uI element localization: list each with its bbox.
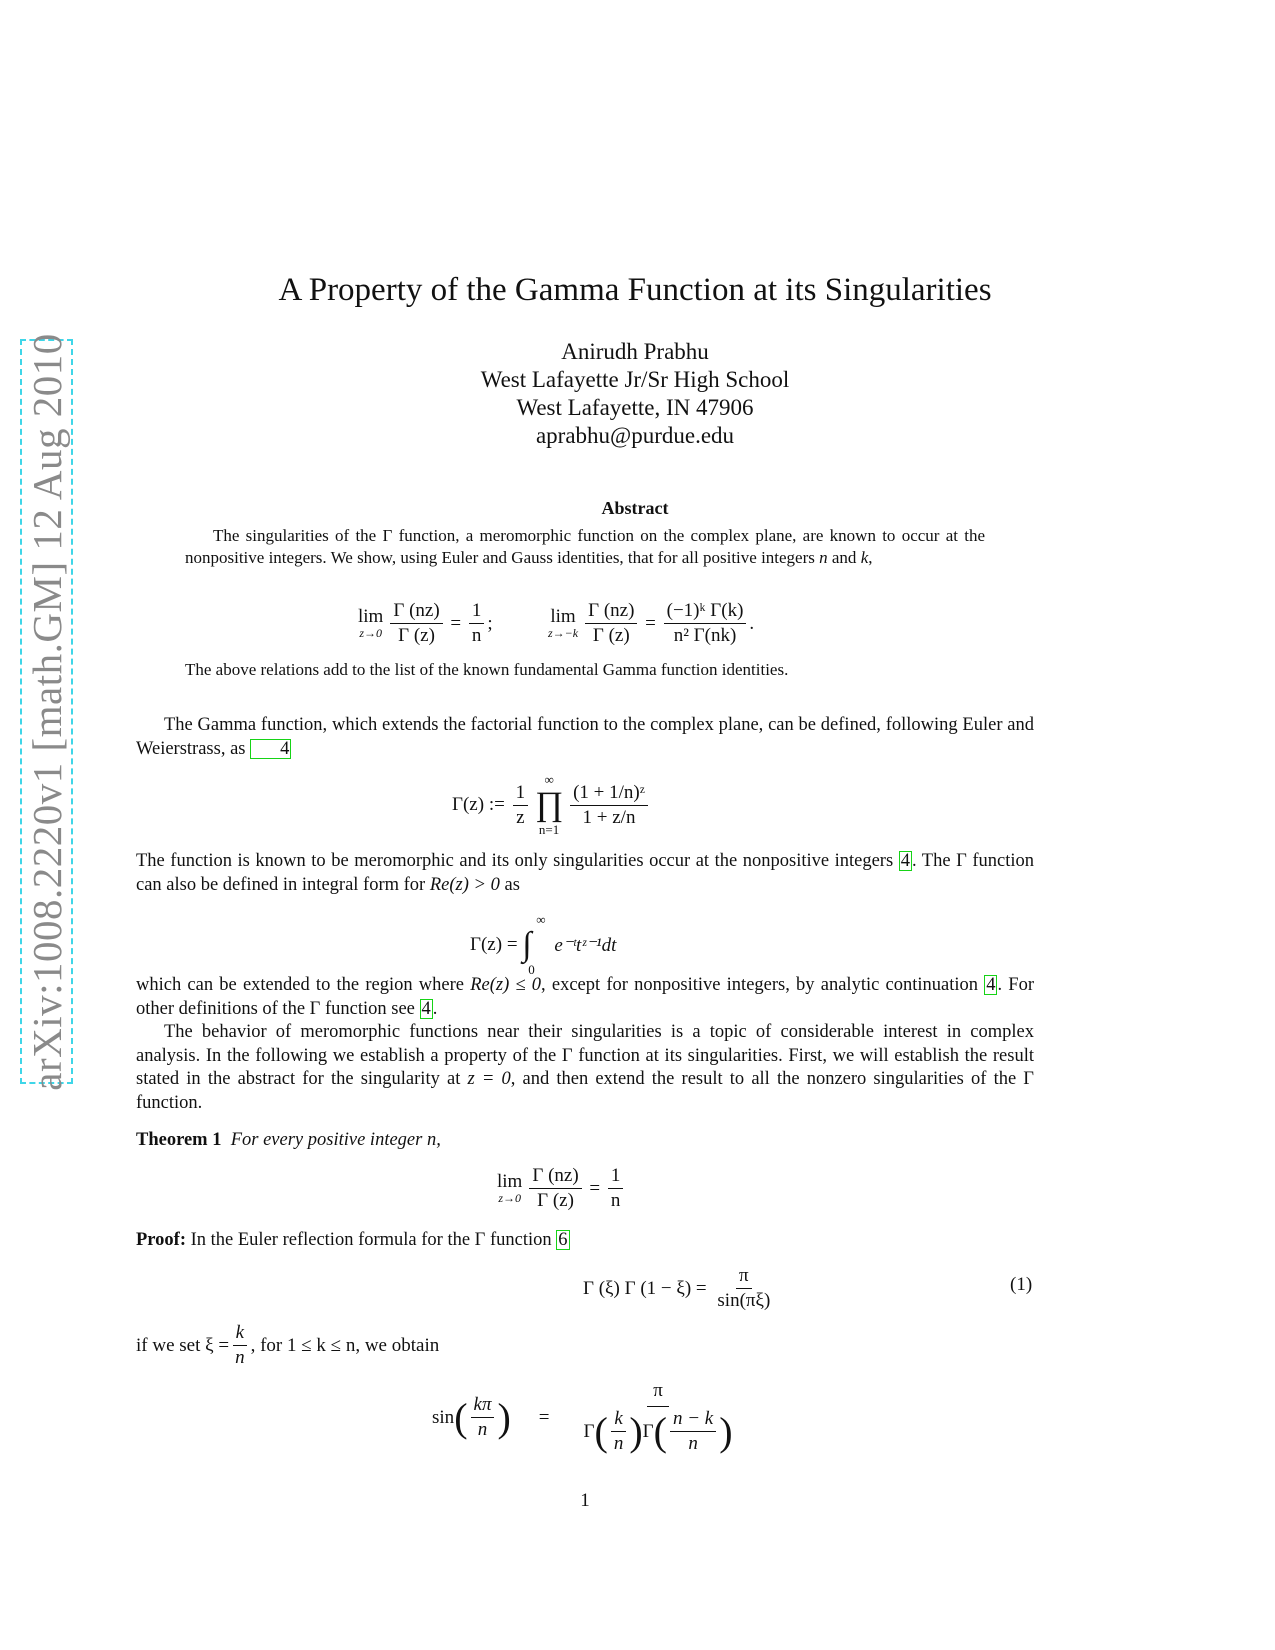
- citation-link[interactable]: 4: [900, 851, 910, 871]
- abstract-equation-left: lim z→0 $\frac{\Gamma (nz)}{\Gamma (z)}$ = $\frac{1}{n}$ ;: [358, 600, 493, 646]
- behavior-paragraph: The behavior of meromorphic functions near their singularities is a topic of considerable interest in complex analysis. In the following we establish a property of the Γ function at its singularities. First, we will establish the result stated in the abstract for the singularity at z = 0, and then extend the result to all the nonzero singularities of the Γ function.: [136, 1022, 1035, 1113]
- arxiv-stamp: [20, 332, 73, 1091]
- theorem-1: [136, 1129, 1034, 1153]
- paper-title: A Property of the Gamma Function at its Singularities: [278, 272, 992, 308]
- abstract-heading: Abstract: [601, 498, 669, 518]
- sine-equation: sin ( $\frac{k\pi}{n}$ ) = π Γ ( $\frac{k}{n}$ ) Γ ( $\frac{n - k}{n}$ ): [432, 1380, 733, 1454]
- page-number: 1: [580, 1490, 590, 1511]
- citation-link[interactable]: 4: [986, 975, 996, 995]
- substitution-line: if we set ξ = $\frac{k}{n}$ , for 1 ≤ k ≤ n, we obtain: [136, 1322, 440, 1368]
- proof-intro: Proof: In the Euler reflection formula for the Γ function 6: [136, 1230, 568, 1250]
- theorem-label: Theorem 1: [136, 1130, 222, 1150]
- intro-paragraph: The Gamma function, which extends the factorial function to the complex plane, can be defined, following Euler and Weierstrass, as 4: [136, 715, 1034, 759]
- citation-link[interactable]: 6: [558, 1230, 568, 1250]
- abstract-closing: The above relations add to the list of the known fundamental Gamma function identities.: [185, 660, 789, 679]
- equation-number: (1): [1010, 1274, 1033, 1295]
- product-formula: Γ(z) := $\frac{1}{z}$ ∞ ∏ n=1 $\frac{\text{(1 + 1/n)ᶻ}}{1 + z/n}$: [452, 772, 651, 838]
- integral-formula: Γ(z) = ∞ ∫ 0 e⁻ᵗtᶻ⁻¹dt: [470, 912, 617, 977]
- abstract-equation-right: lim z→−k $\frac{\Gamma (nz)}{\Gamma (z)}$ = $\frac{\text{(−1)ᵏ Γ(k)}}{\text{n² Γ(nk)}}$ .: [548, 600, 755, 646]
- proof-label: Proof:: [136, 1230, 186, 1250]
- author-location: West Lafayette, IN 47906: [516, 395, 754, 420]
- meromorphic-paragraph: The function is known to be meromorphic and its only singularities occur at the nonpositive integers 4 . The Γ function can also be defined in integral form for Re(z) > 0 as: [136, 851, 1034, 895]
- author-block: [50, 338, 1220, 450]
- abstract-text: The singularities of the Γ function, a meromorphic function on the complex plane, are known to occur at the nonpositive integers. We show, using Euler and Gauss identities, that for all positive integers n and k,: [185, 526, 985, 567]
- author-affiliation: West Lafayette Jr/Sr High School: [480, 367, 790, 392]
- theorem-equation: lim z→0 $\frac{\Gamma (nz)}{\Gamma (z)}$ = $\frac{1}{n}$: [497, 1165, 626, 1212]
- arxiv-identifier: arXiv:1008.2220v1 [math.GM] 12 Aug 2010: [23, 332, 70, 1091]
- author-name: Anirudh Prabhu: [561, 339, 709, 364]
- theorem-statement: For every positive integer n,: [230, 1130, 441, 1150]
- reflection-formula: Γ (ξ) Γ (1 − ξ) = $\frac{\pi}{\sin(\pi\xi)}$: [583, 1265, 771, 1311]
- citation-link[interactable]: 4: [250, 739, 291, 759]
- citation-link[interactable]: 4: [421, 998, 431, 1019]
- extension-paragraph: which can be extended to the region where Re(z) ≤ 0, except for nonpositive integers, by analytic continuation 4 . For other definitions of the Γ function see 4 .: [136, 975, 1034, 1019]
- author-email[interactable]: aprabhu@purdue.edu: [535, 423, 735, 448]
